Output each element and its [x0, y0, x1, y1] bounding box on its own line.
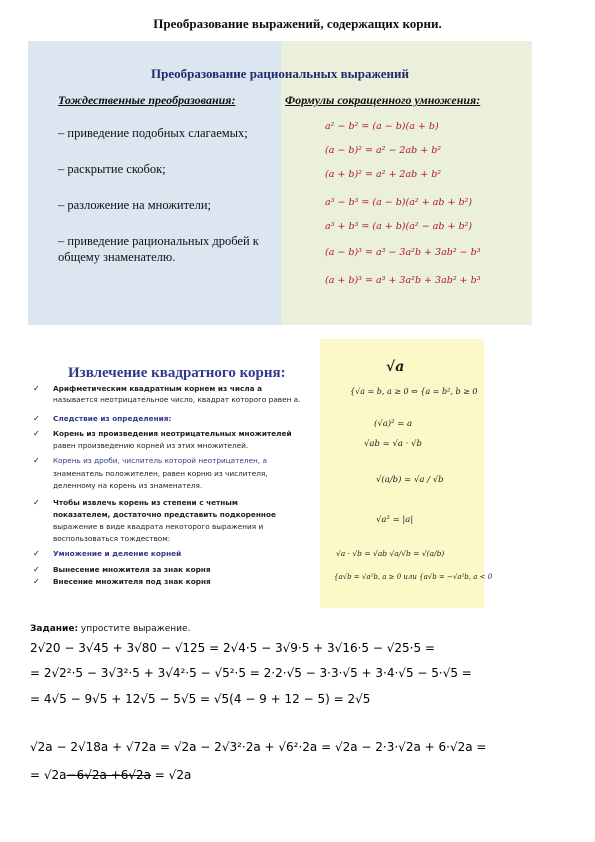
- eq-part: = √2a: [30, 768, 67, 782]
- rule-line: [33, 510, 276, 519]
- rule-text: называется неотрицательное число, квадрат которого равен a.: [53, 395, 301, 404]
- abridged-mult-heading: Формулы сокращенного умножения:: [285, 93, 481, 107]
- check-mark-icon: ✓: [33, 577, 40, 586]
- check-mark-icon: ✓: [33, 565, 40, 574]
- rule-text: выражение в виде квадрата некоторого выражения и: [53, 522, 264, 531]
- formula: (a − b)² = a² − 2ab + b²: [325, 145, 442, 156]
- rule-text: равен произведению корней из этих множителей.: [53, 441, 249, 450]
- rule-line: [33, 481, 202, 490]
- rule-text: Арифметическим квадратным корнем из числа a: [53, 384, 262, 393]
- rule-text: Корень из дроби, числитель которой неотрицателен, а: [53, 456, 267, 465]
- eq-cancelled-terms: −6√2a +6√2a: [66, 768, 151, 782]
- rule-text: Вынесение множителя за знак корня: [53, 565, 211, 574]
- check-mark-icon: ✓: [33, 456, 40, 465]
- root-factor-formula: {a√b = √a²b, a ≥ 0 или {a√b = −√a²b, a < 0: [334, 573, 493, 581]
- rule-line: [33, 456, 267, 465]
- task-label: Задание:: [30, 624, 79, 634]
- root-fraction-formula: √(a/b) = √a / √b: [376, 475, 444, 485]
- rule-line: [33, 395, 300, 404]
- rule-line: [33, 577, 211, 586]
- rule-text: Умножение и деление корней: [53, 549, 182, 558]
- rule-text: воспользоваться тождеством:: [53, 534, 171, 543]
- equation-line: = 2√2²·5 − 3√3²·5 + 3√4²·5 − √5²·5 = 2·2·√5 − 3·3·√5 + 3·4·√5 − 5·√5 =: [30, 666, 472, 680]
- root-formulas-panel: [320, 339, 493, 608]
- rule-text: деленному на корень из знаменателя.: [53, 481, 203, 490]
- equation-line-final: [30, 768, 191, 782]
- formula: a² − b² = (a − b)(a + b): [325, 121, 439, 132]
- check-mark-icon: ✓: [33, 549, 40, 558]
- rule-text: Чтобы извлечь корень из степени с четным: [53, 498, 238, 507]
- root-definition-formula: {√a = b, a ≥ 0 ⇔ {a = b², b ≥ 0: [350, 387, 478, 396]
- rule-line: [33, 384, 262, 393]
- check-mark-icon: ✓: [33, 384, 40, 393]
- page-title: Преобразование выражений, содержащих корни.: [153, 16, 442, 31]
- rule-line: [33, 414, 171, 423]
- eq-part: = √2a: [150, 768, 192, 782]
- rule-line: [33, 441, 248, 450]
- rule-line: [33, 469, 268, 478]
- rule-line: [33, 549, 181, 558]
- root-product-formula: √ab = √a · √b: [364, 439, 422, 449]
- formula: (a + b)³ = a³ + 3a²b + 3ab² + b³: [325, 275, 481, 286]
- transform-item: – приведение рациональных дробей к общему знаменателю.: [58, 234, 259, 264]
- check-mark-icon: ✓: [33, 498, 40, 507]
- rule-text: Внесение множителя под знак корня: [53, 577, 211, 586]
- formula: (a − b)³ = a³ − 3a²b + 3ab² − b³: [325, 247, 481, 258]
- check-mark-icon: ✓: [33, 429, 40, 438]
- root-mult-div-formula: √a · √b = √ab √a/√b = √(a/b): [336, 549, 445, 558]
- rule-text: знаменатель положителен, равен корню из числителя,: [53, 469, 268, 478]
- rule-text: показателем, достаточно представить подкоренное: [53, 510, 276, 519]
- square-root-title: Извлечение квадратного корня:: [68, 365, 286, 381]
- rule-line: [33, 522, 263, 531]
- rational-expressions-panel: [28, 41, 532, 325]
- transform-item: – раскрытие скобок;: [58, 162, 166, 176]
- rule-line: [33, 565, 211, 574]
- formula: (a + b)² = a² + 2ab + b²: [325, 169, 442, 180]
- rule-line: [33, 498, 238, 507]
- root-head: √a: [386, 359, 405, 375]
- rational-expressions-title: Преобразование рациональных выражений: [151, 66, 409, 81]
- root-abs-formula: √a² = |a|: [376, 515, 414, 525]
- transform-item: – приведение подобных слагаемых;: [58, 126, 248, 140]
- rule-line: [33, 534, 170, 543]
- rule-text: Следствие из определения:: [53, 414, 172, 423]
- formula: a³ − b³ = (a − b)(a² + ab + b²): [325, 197, 473, 208]
- equation-line: √2a − 2√18a + √72a = √2a − 2√3²·2a + √6²·2a = √2a − 2·3·√2a + 6·√2a =: [30, 740, 487, 754]
- rule-line: [33, 429, 292, 438]
- equation-line: = 4√5 − 9√5 + 12√5 − 5√5 = √5(4 − 9 + 12 − 5) = 2√5: [30, 692, 371, 706]
- formula: a³ + b³ = (a + b)(a² − ab + b²): [325, 221, 473, 232]
- transform-item: – разложение на множители;: [58, 198, 211, 212]
- task-caption: [30, 624, 190, 634]
- rule-text: Корень из произведения неотрицательных множителей: [53, 429, 292, 438]
- root-square-formula: (√a)² = a: [374, 419, 413, 429]
- task-text: упростите выражение.: [78, 624, 191, 634]
- check-mark-icon: ✓: [33, 414, 40, 423]
- identity-transforms-heading: Тождественные преобразования:: [58, 93, 236, 107]
- equation-line: 2√20 − 3√45 + 3√80 − √125 = 2√4·5 − 3√9·5 + 3√16·5 − √25·5 =: [30, 641, 435, 655]
